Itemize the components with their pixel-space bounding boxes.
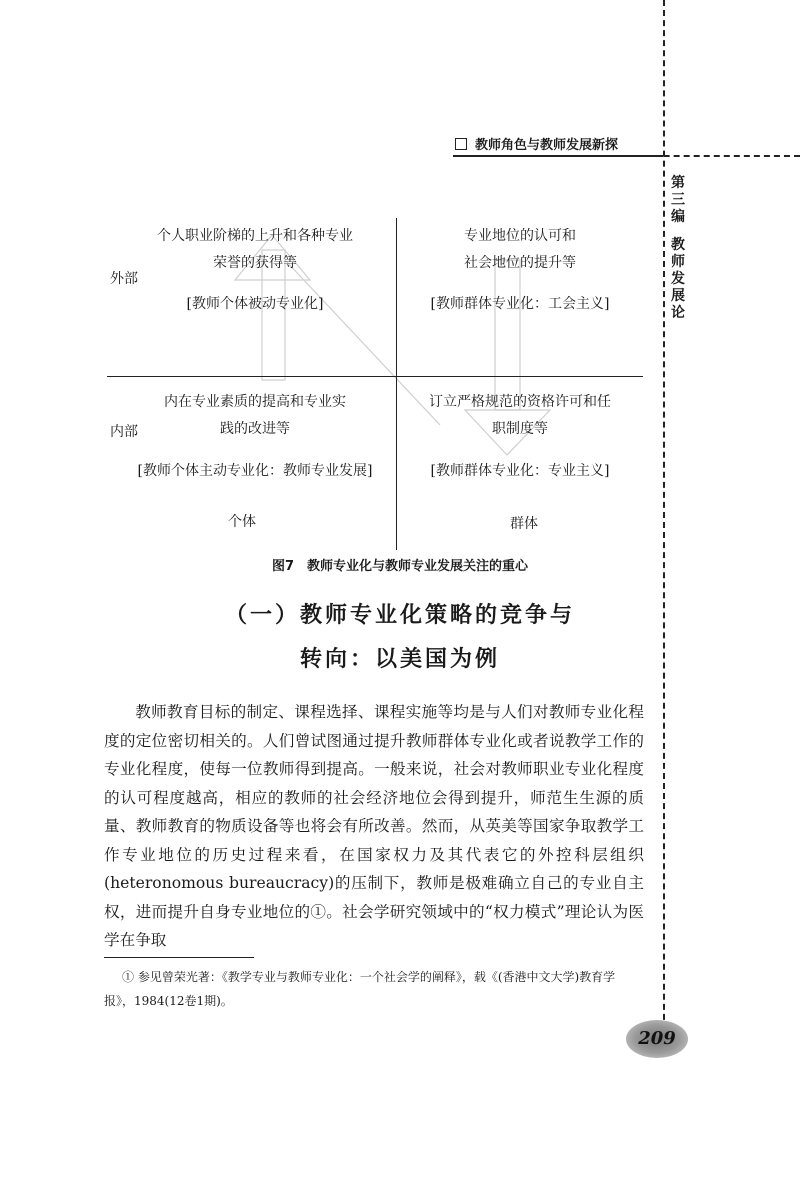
quadrant-text: 职制度等 (492, 421, 548, 437)
axis-label-individual: 个体 (228, 514, 256, 530)
axis-label-outer: 外部 (110, 271, 138, 287)
page-number: 209 (626, 1020, 688, 1058)
quadrant-text: 社会地位的提升等 (464, 255, 576, 271)
quadrant-text: 荣誉的获得等 (213, 255, 297, 271)
running-head-title: 教师角色与教师发展新探 (475, 138, 619, 153)
quadrant-label: [教师群体专业化：工会主义] (430, 296, 610, 312)
quadrant-top-right (400, 223, 640, 277)
side-tab-section-text: 教师发展论 (671, 237, 685, 321)
quadrant-bottom-left (120, 389, 390, 443)
quadrant-text: 践的改进等 (220, 421, 290, 437)
footnote-rule (104, 957, 254, 958)
quadrant-top-left (120, 223, 390, 277)
axis-label-inner: 内部 (110, 424, 138, 440)
quadrant-text: 内在专业素质的提高和专业实 (164, 394, 346, 410)
side-tab-part-text: 第三编 (671, 175, 685, 225)
faint-arrow-down (495, 260, 520, 410)
quadrant-bottom-right (400, 389, 640, 443)
quadrant-text: 专业地位的认可和 (464, 228, 576, 244)
section-title-line1: （一）教师专业化策略的竞争与 (224, 602, 575, 628)
quadrant-label: [教师个体主动专业化：教师专业发展] (137, 463, 373, 479)
footnote: ① 参见曾荣光著：《教学专业与教师专业化：一个社会学的阐释》，载《(香港中文大学)教育学报》，1984(12卷1期)。 (104, 970, 616, 1008)
quadrant-text: 订立严格规范的资格许可和任 (429, 394, 611, 410)
diagram-horizontal-axis (107, 376, 643, 377)
figure-caption: 图7 教师专业化与教师专业发展关注的重心 (271, 559, 529, 574)
body-paragraph: 教师教育目标的制定、课程选择、课程实施等均是与人们对教师专业化程度的定位密切相关的。人们曾试图通过提升教师群体专业化或者说教学工作的专业化程度，使每一位教师得到提高。一般来说，社会对教师职业专业化程度的认可程度越高，相应的教师的社会经济地位会得到提升，师范生生源的质量、教师教育的物质设备等也将会有所改善。然而，从英美等国家争取教学工作专业地位的历史过程来看，在国家权力及其代表它的外控科层组织(heteronomous bureaucracy)的压制下，教师是极难确立自己的专业自主权，进而提升自身专业地位的①。社会学研究领域中的“权力模式”理论认为医学在争取 (104, 703, 644, 949)
axis-label-group: 群体 (510, 516, 538, 532)
quadrant-text: 个人职业阶梯的上升和各种专业 (157, 228, 353, 244)
quadrant-label: [教师个体被动专业化] (186, 296, 324, 312)
section-title-line2: 转向：以美国为例 (299, 646, 500, 672)
diagram-vertical-axis (396, 218, 397, 550)
quadrant-label: [教师群体专业化：专业主义] (430, 463, 610, 479)
